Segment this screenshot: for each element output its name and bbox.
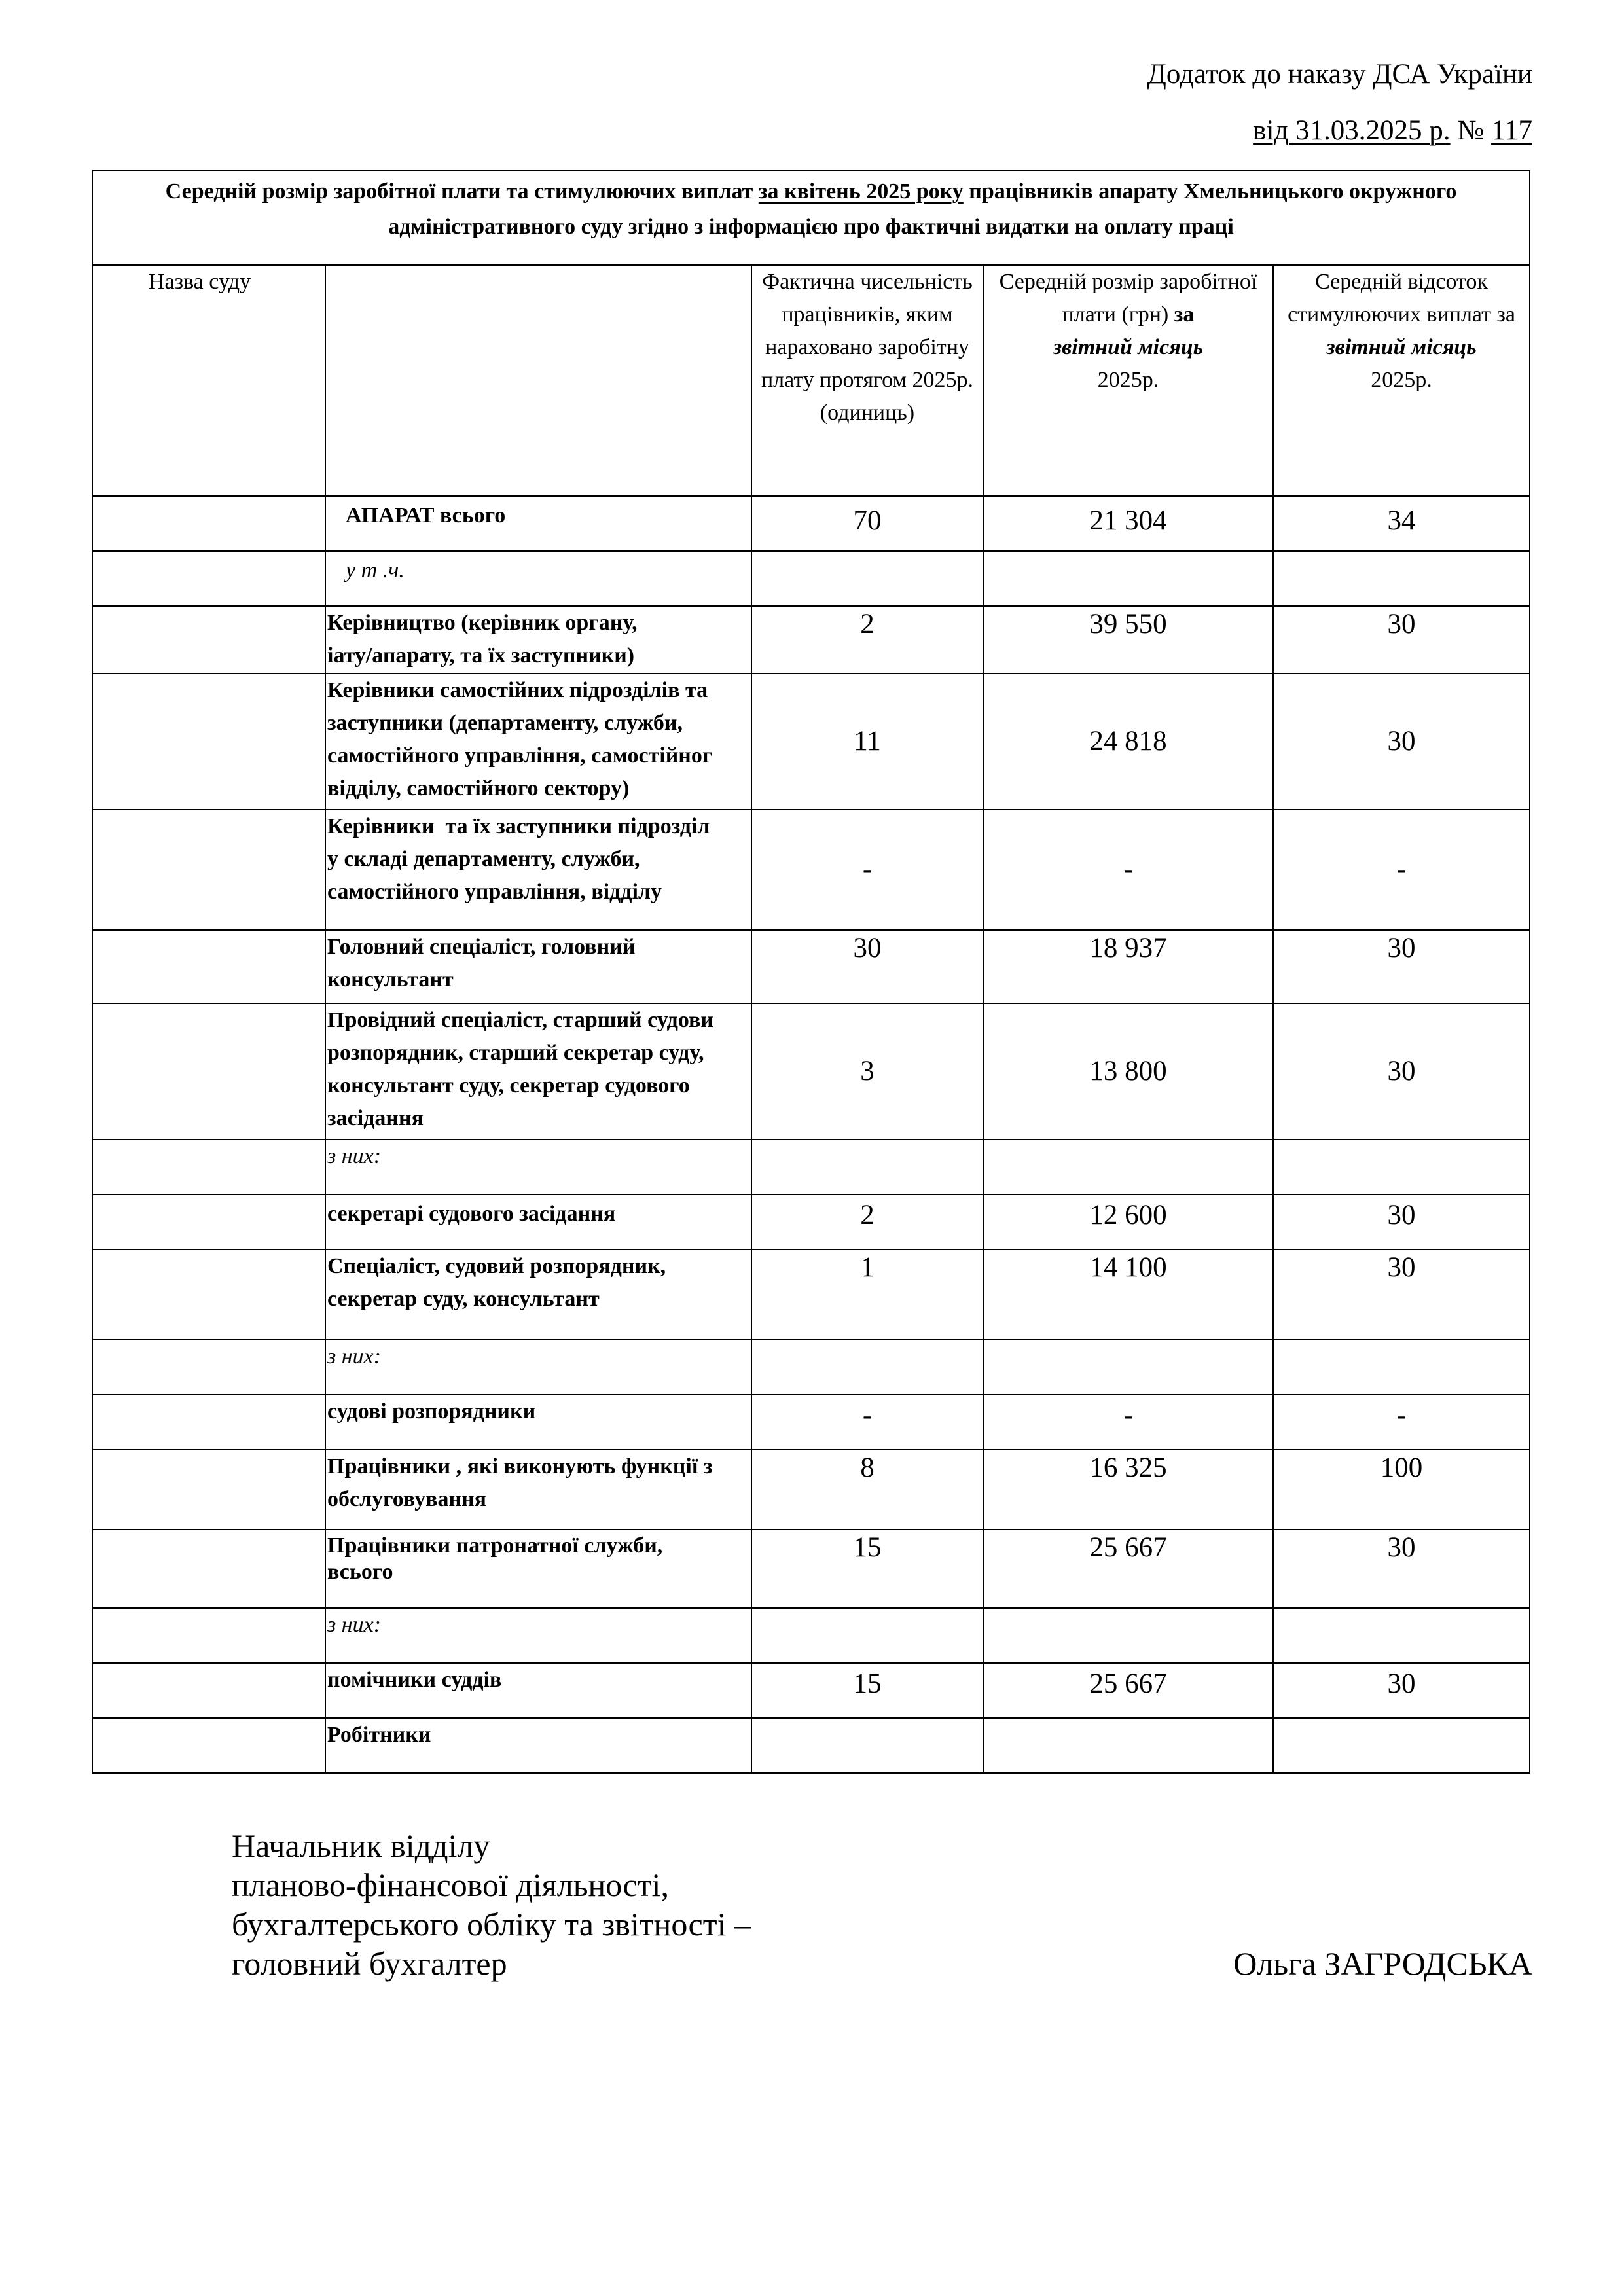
row-label: Спеціаліст, судовий розпорядник, секретар суду, консультант	[325, 1249, 751, 1340]
title-row	[92, 171, 1530, 265]
court-name-cell	[92, 1608, 325, 1663]
bonus-cell: 30	[1273, 1003, 1530, 1139]
bonus-cell: 100	[1273, 1450, 1530, 1530]
bonus-cell: 34	[1273, 496, 1530, 551]
salary-table	[92, 170, 1530, 1774]
staff-cell: 70	[751, 496, 983, 551]
salary-cell: 21 304	[983, 496, 1273, 551]
bonus-cell	[1273, 1139, 1530, 1194]
header-row	[92, 265, 1530, 496]
staff-cell: 15	[751, 1663, 983, 1718]
salary-cell: 16 325	[983, 1450, 1273, 1530]
court-name-cell	[92, 1249, 325, 1340]
salary-cell: 13 800	[983, 1003, 1273, 1139]
bonus-cell: 30	[1273, 930, 1530, 1003]
salary-cell: 18 937	[983, 930, 1273, 1003]
salary-cell: -	[983, 1395, 1273, 1450]
table-row	[92, 1530, 1530, 1608]
col-header-staff: Фактична чисельність працівників, яким нараховано заробітну плату протягом 2025р.(одиниць)	[751, 265, 983, 496]
order-date: від 31.03.2025 р.	[1253, 115, 1451, 146]
row-note: з них:	[325, 1608, 751, 1663]
title-part-2: працівників апарату Хмельницького окружного адміністративного суду згідно з інформацією про фактичні видатки на оплату праці	[388, 179, 1457, 239]
court-name-cell	[92, 1530, 325, 1608]
table-row	[92, 606, 1530, 673]
table-row	[92, 810, 1530, 930]
bonus-cell: -	[1273, 1395, 1530, 1450]
staff-cell: 2	[751, 606, 983, 673]
salary-cell: 12 600	[983, 1194, 1273, 1249]
table-row	[92, 930, 1530, 1003]
order-number: 117	[1491, 115, 1532, 146]
bonus-header-year: 2025р.	[1371, 368, 1432, 392]
row-label: секретарі судового засідання	[325, 1194, 751, 1249]
bonus-cell: -	[1273, 810, 1530, 930]
row-label: судові розпорядники	[325, 1395, 751, 1450]
row-label: Керівники самостійних підрозділів та заступники (департаменту, служби, самостійного управління, самостійног відділу, самостійного сектору)	[325, 673, 751, 810]
staff-cell: -	[751, 810, 983, 930]
row-label: Керівництво (керівник органу, іату/апарату, та їх заступники)	[325, 606, 751, 673]
bonus-cell: 30	[1273, 606, 1530, 673]
table-row	[92, 1139, 1530, 1194]
bonus-cell: 30	[1273, 1663, 1530, 1718]
table-row	[92, 1249, 1530, 1340]
table-row	[92, 1194, 1530, 1249]
table-row	[92, 1663, 1530, 1718]
staff-cell	[751, 1718, 983, 1773]
bonus-cell	[1273, 1340, 1530, 1395]
table-row	[92, 1608, 1530, 1663]
table-row	[92, 551, 1530, 606]
staff-cell: 3	[751, 1003, 983, 1139]
row-label: АПАРАТ всього	[325, 496, 751, 551]
salary-cell: 24 818	[983, 673, 1273, 810]
bonus-cell	[1273, 1718, 1530, 1773]
court-name-cell	[92, 1663, 325, 1718]
title-part-1: Середній розмір заробітної плати та стимулюючих виплат	[165, 179, 759, 204]
salary-header-year: 2025р.	[1097, 368, 1159, 392]
court-name-cell	[92, 930, 325, 1003]
salary-cell: 14 100	[983, 1249, 1273, 1340]
row-label: Головний спеціаліст, головний консультант	[325, 930, 751, 1003]
row-label: Працівники патронатної служби, всього	[325, 1530, 751, 1608]
row-label: Провідний спеціаліст, старший судови розпорядник, старший секретар суду, консультант суду, секретар судового засідання	[325, 1003, 751, 1139]
table-row	[92, 1450, 1530, 1530]
row-label: Працівники , які виконують функції з обслуговування	[325, 1450, 751, 1530]
salary-header-bold: за	[1174, 302, 1195, 327]
court-name-cell	[92, 1340, 325, 1395]
table-row	[92, 1395, 1530, 1450]
salary-cell	[983, 1139, 1273, 1194]
col-header-blank	[325, 265, 751, 496]
table-row	[92, 1003, 1530, 1139]
bonus-header-text: Середній відсоток стимулюючих виплат за	[1288, 270, 1515, 327]
table-row	[92, 1718, 1530, 1773]
table-row	[92, 673, 1530, 810]
col-header-bonus	[1273, 265, 1530, 496]
position-line: Начальник відділу	[232, 1827, 490, 1864]
staff-cell: 2	[751, 1194, 983, 1249]
staff-cell: 30	[751, 930, 983, 1003]
staff-cell: 11	[751, 673, 983, 810]
title-period: за квітень 2025 року	[758, 179, 964, 204]
bonus-cell: 30	[1273, 1530, 1530, 1608]
bonus-cell: 30	[1273, 1249, 1530, 1340]
staff-cell: 15	[751, 1530, 983, 1608]
court-name-cell	[92, 1395, 325, 1450]
staff-cell: 8	[751, 1450, 983, 1530]
col-header-salary	[983, 265, 1273, 496]
table-row	[92, 1340, 1530, 1395]
table-row	[92, 496, 1530, 551]
staff-cell	[751, 1608, 983, 1663]
col-header-court-name: Назва суду	[92, 265, 325, 496]
salary-cell: 25 667	[983, 1530, 1273, 1608]
salary-header-period: звітний місяць	[1053, 335, 1204, 359]
staff-cell	[751, 551, 983, 606]
position-line: головний бухгалтер	[232, 1945, 507, 1982]
row-label: помічники суддів	[325, 1663, 751, 1718]
staff-cell	[751, 1340, 983, 1395]
row-label: Керівники та їх заступники підрозділ у складі департаменту, служби, самостійного управління, відділу	[325, 810, 751, 930]
staff-cell	[751, 1139, 983, 1194]
signatory-position	[232, 1826, 751, 1983]
salary-cell: 25 667	[983, 1663, 1273, 1718]
court-name-cell	[92, 673, 325, 810]
row-note: з них:	[325, 1139, 751, 1194]
salary-cell: -	[983, 810, 1273, 930]
position-line: бухгалтерського обліку та звітності –	[232, 1906, 751, 1943]
appendix-line: Додаток до наказу ДСА України	[1147, 59, 1532, 90]
court-name-cell	[92, 551, 325, 606]
court-name-cell	[92, 1450, 325, 1530]
order-date-line	[1253, 117, 1532, 145]
salary-cell	[983, 1718, 1273, 1773]
bonus-cell	[1273, 1608, 1530, 1663]
court-name-cell	[92, 1139, 325, 1194]
table-title	[92, 171, 1530, 265]
bonus-cell	[1273, 551, 1530, 606]
salary-cell	[983, 1340, 1273, 1395]
position-line: планово-фінансової діяльності,	[232, 1867, 669, 1903]
row-label: Робітники	[325, 1718, 751, 1773]
row-note: з них:	[325, 1340, 751, 1395]
court-name-cell	[92, 496, 325, 551]
staff-cell: 1	[751, 1249, 983, 1340]
salary-header-text: Середній розмір заробітної плати (грн)	[999, 270, 1257, 327]
court-name-cell	[92, 1194, 325, 1249]
bonus-cell: 30	[1273, 673, 1530, 810]
staff-cell: -	[751, 1395, 983, 1450]
court-name-cell	[92, 810, 325, 930]
bonus-cell: 30	[1273, 1194, 1530, 1249]
salary-cell	[983, 1608, 1273, 1663]
bonus-header-period: звітний місяць	[1326, 335, 1477, 359]
court-name-cell	[92, 606, 325, 673]
salary-cell: 39 550	[983, 606, 1273, 673]
order-number-sign: №	[1450, 115, 1492, 146]
row-note: у т .ч.	[325, 551, 751, 606]
court-name-cell	[92, 1718, 325, 1773]
court-name-cell	[92, 1003, 325, 1139]
signatory-name: Ольга ЗАГРОДСЬКА	[1233, 1945, 1532, 1982]
salary-cell	[983, 551, 1273, 606]
